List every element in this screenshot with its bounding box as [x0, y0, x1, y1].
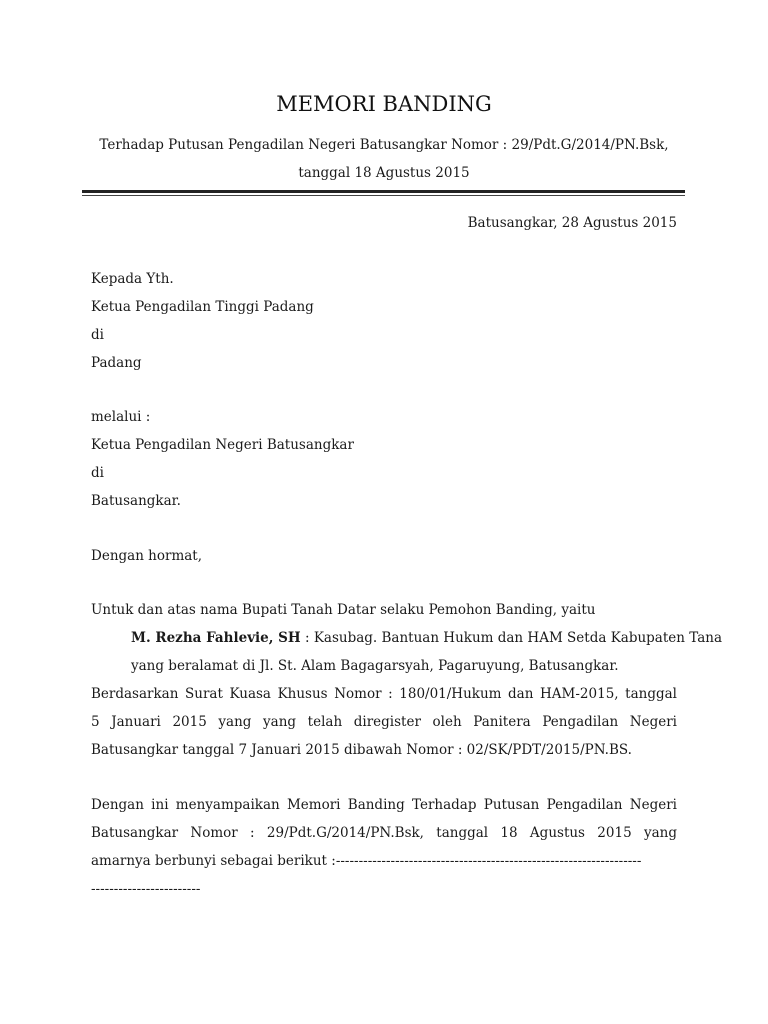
- document-title: MEMORI BANDING: [276, 92, 492, 116]
- recipient-line-4: Padang: [91, 355, 142, 371]
- representative-name: M. Rezha Fahlevie, SH: [131, 630, 301, 646]
- closing-line-2: Batusangkar Nomor : 29/Pdt.G/2014/PN.Bsk, tanggal 18 Agustus 2015 yang: [91, 825, 677, 841]
- via-line-2: Ketua Pengadilan Negeri Batusangkar: [91, 437, 354, 453]
- attorney-line-3: Batusangkar tanggal 7 Januari 2015 dibawah Nomor : 02/SK/PDT/2015/PN.BS.: [91, 742, 632, 758]
- via-line-3: di: [91, 465, 104, 481]
- recipient-line-3: di: [91, 327, 104, 343]
- representative-address: yang beralamat di Jl. St. Alam Bagagarsyah, Pagaruyung, Batusangkar.: [131, 658, 619, 674]
- attorney-line-2: 5 Januari 2015 yang yang telah diregister oleh Panitera Pengadilan Negeri: [91, 714, 677, 730]
- greeting: Dengan hormat,: [91, 548, 203, 564]
- closing-line-4: ------------------------: [91, 881, 201, 897]
- representative-line: [131, 630, 768, 646]
- closing-line-3: amarnya berbunyi sebagai berikut :-------------------------------------------------------------------: [91, 853, 642, 869]
- date-place: Batusangkar, 28 Agustus 2015: [467, 215, 677, 231]
- header-rule-thick: [82, 190, 685, 193]
- recipient-line-2: Ketua Pengadilan Tinggi Padang: [91, 299, 314, 315]
- via-line-1: melalui :: [91, 409, 151, 425]
- intro-line: Untuk dan atas nama Bupati Tanah Datar selaku Pemohon Banding, yaitu: [91, 602, 596, 618]
- header-rule-thin: [82, 195, 685, 196]
- subtitle-line-2: tanggal 18 Agustus 2015: [298, 165, 470, 181]
- representative-role: : Kasubag. Bantuan Hukum dan HAM Setda Kabupaten Tana: [300, 630, 723, 646]
- recipient-line-1: Kepada Yth.: [91, 271, 174, 287]
- subtitle-line-1: Terhadap Putusan Pengadilan Negeri Batusangkar Nomor : 29/Pdt.G/2014/PN.Bsk,: [99, 137, 669, 153]
- via-line-4: Batusangkar.: [91, 493, 181, 509]
- attorney-line-1: Berdasarkan Surat Kuasa Khusus Nomor : 180/01/Hukum dan HAM-2015, tanggal: [91, 686, 677, 702]
- closing-line-1: Dengan ini menyampaikan Memori Banding Terhadap Putusan Pengadilan Negeri: [91, 797, 677, 813]
